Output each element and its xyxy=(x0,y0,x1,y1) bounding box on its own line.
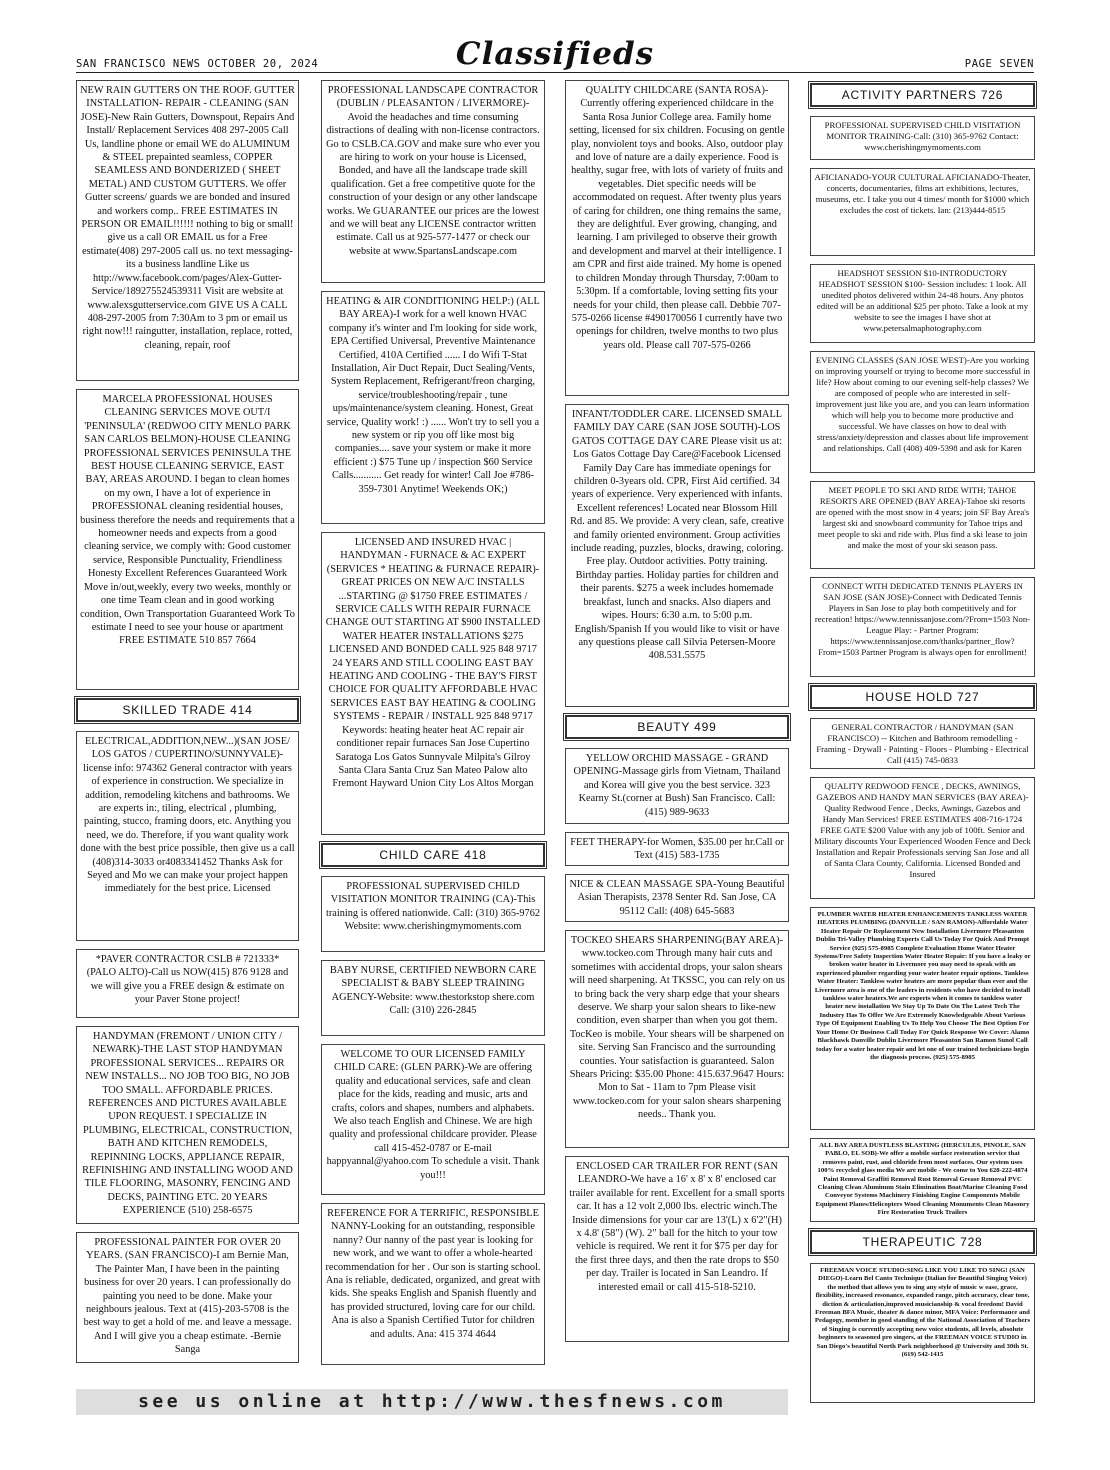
website-banner: see us online at http://www.thesfnews.com xyxy=(76,1389,788,1415)
classified-ad: PROFESSIONAL SUPERVISED CHILD VISITATION MONITOR TRAINING-Call: (310) 365-9762 Contact: www.cherishingmymoments.com xyxy=(810,116,1035,160)
classified-ad: AFICIANADO-YOUR CULTURAL AFICIANADO-Theater, concerts, documentaries, films art exhibitions, lectures, museums, etc. I take you out 4 times/ month for $1000 which excludes the cost of tickets. Ian: (213)444-8515 xyxy=(810,168,1035,256)
classified-ad: PROFESSIONAL SUPERVISED CHILD VISITATION MONITOR TRAINING (CA)-This training is offered nationwide. Call: (310) 365-9762 Website: www.cherishingmymoments.com xyxy=(321,876,545,952)
column-3 xyxy=(565,80,789,1350)
classified-ad: GENERAL CONTRACTOR / HANDYMAN (SAN FRANCISCO) -- Kitchen and Bathroom remodelling - Framing - Drywall - Painting - Floors - Plumbing - Electrical Call (415) 745-0833 xyxy=(810,718,1035,769)
classified-ad: HEADSHOT SESSION $10-INTRODUCTORY HEADSHOT SESSION $100- Session includes: 1 look. All unedited photos delivered within 24-48 hours. Any photos edited will be an additional $25 per photo. Take a look at my website to see the images I have shot at www.petersalmaphotography.com xyxy=(810,264,1035,343)
classified-ad: QUALITY CHILDCARE (SANTA ROSA)-Currently offering experienced childcare in the Santa Rosa Junior College area. Family home setting, licensed for six children. Focusing on gentle play, nonviolent toys and books. Also, outdoor play and love of nature are a daily experience. Food is healthy, sugar free, with lots of variety of fruits and vegetables. Diet specific needs will be accommodated on request. After twenty plus years of caring for children, one thing remains the same, they are delightful. Ever growing, changing, and learning. I am privileged to observe their growth and development and marvel at their intelligence. I am CPR and first aide trained. My home is opened to children Monday through Thursday, 7:00am to 5:30pm. If a comfortable, loving setting fits your needs for your child, then please call. Debbie 707-575-0266 license #490170056 I currently have two openings for children, twelve months to two plus years old. Please call 707-575-0266 xyxy=(565,80,789,396)
classified-ad: QUALITY REDWOOD FENCE , DECKS, AWNINGS, GAZEBOS AND HANDY MAN SERVICES (BAY AREA)-Quality Redwood Fence , Decks, Awnings, Gazebos and Handy Man Services! FREE ESTIMATES 408-716-1724 FREE GATE $200 Value with any job of 100ft. Senior and Military discounts Your Experienced Wooden Fence and Deck Installation and Repair Professionals serving San Jose and all of Santa Clara County, California. Licensed Bonded and Insured xyxy=(810,777,1035,899)
classified-ad: HANDYMAN (FREMONT / UNION CITY / NEWARK)-THE LAST STOP HANDYMAN PROFESSIONAL SERVICES... REPAIRS OR NEW INSTALLS... NO JOB TOO BIG, NO JOB TOO SMALL. AFFORDABLE PRICES. REFERENCES AND PICTURES AVAILABLE UPON REQUEST. I SPECIALIZE IN PLUMBING, ELECTRICAL, CONSTRUCTION, BATH AND KITCHEN REMODELS, REPINNING LOCKS, APPLIANCE REPAIR, REFINISHING AND INSTALLING WOOD AND TILE FLOORING, MASONRY, FENCING AND DECKS, PAINTING ETC. 20 YEARS EXPERIENCE (510) 258-6575 xyxy=(76,1026,299,1224)
classified-ad: TOCKEO SHEARS SHARPENING(BAY AREA)-www.tockeo.com Through many hair cuts and sometimes with accidental drops, your salon shears will need sharpening. At TKSSC, you can rely on us to bring back the very sharp edge that your shears deserve. We sharp your salon shears to like-new condition, even sharper than when you got them. TocKeo is mobile. Your shears will be sharpened on site. Serving San Francisco and the surrounding counties. Your satisfaction is guaranteed. Salon Shears Pricing: $35.00 Phone: 415.637.9647 Hours: Mon to Sat - 11am to 7pm Please visit www.tockeo.com for your salon shears sharpening needs.. Thank you. xyxy=(565,930,789,1148)
section-header-skilled-trade: SKILLED TRADE 414 xyxy=(76,698,299,722)
newspaper-dateline: SAN FRANCISCO NEWS OCTOBER 20, 2024 xyxy=(76,58,319,70)
classified-ad: PROFESSIONAL PAINTER FOR OVER 20 YEARS. (SAN FRANCISCO)-I am Bernie Man, The Painter Man, I have been in the painting business for over 20 years. I can professionally do painting you need to be done. Make your neighbours jealous. Text at (415)-203-5708 is the best way to get a hold of me. and leave a message. And I will give you a cheap estimate. -Bernie Sanga xyxy=(76,1232,299,1363)
classified-ad: REFERENCE FOR A TERRIFIC, RESPONSIBLE NANNY-Looking for an outstanding, responsible nanny? Our nanny of the past year is looking for new work, and we want to offer a whole-hearted recommendation for her . Our son is starting school. Ana is reliable, dedicated, organized, and great with kids. She speaks English and Spanish fluently and has provided structured, loving care for our child. Ana is also a Spanish Certified Tutor for children and adults. Ana: 415 374 4644 xyxy=(321,1203,545,1365)
classified-ad: ENCLOSED CAR TRAILER FOR RENT (SAN LEANDRO-We have a 16' x 8' x 8' enclosed car trailer available for rent. Excellent for a small sports car. It has a 12 volt 2,000 lbs. electric winch.The Inside dimensions for your car are 13'(L) x 6'2"(H) x 4.8' (58") (W). 2" ball for the hitch to your tow vehicle is required. We rent it for $75 per day for the first three days, and then the rate drops to $50 per day. Trailer is located in San Leandro. If interested email or call 415-518-5210. xyxy=(565,1156,789,1342)
section-header-activity-partners: ACTIVITY PARTNERS 726 xyxy=(810,83,1035,107)
classified-ad: ELECTRICAL,ADDITION,NEW...)(SAN JOSE/ LOS GATOS / CUPERTINO/SUNNYVALE)-license info: 974362 General contractor with years of experience in construction. We specialize in addition, remodeling kitchens and bathrooms. We are experts in:, tiling, electrical , plumbing, painting, stucco, framing doors, etc. Anything you need, we do. Therefore, if you want quality work done with the best price possible, then give us a call (408)314-3033 or4083341452 Thanks Ask for Seyed and Mo we can make your project happen immediately for the best price. Licensed xyxy=(76,731,299,941)
section-header-child-care: CHILD CARE 418 xyxy=(321,843,545,867)
classified-ad: PROFESSIONAL LANDSCAPE CONTRACTOR (DUBLIN / PLEASANTON / LIVERMORE)-Avoid the headaches and time consuming distractions of dealing with non-license contractors. Go to CSLB.CA.GOV and make sure who ever you are hiring to work on your house is Licensed, Bonded, and have all the landscape trade skill qualification. Get a free competitive quote for the construction of your design or any other landscape works. We GUARANTEE our prices are the lowest and we will beat any LICENSE contractor written estimate. Call us at 925-577-1477 or check our website at www.SpartansLandscape.com xyxy=(321,80,545,283)
column-1 xyxy=(76,80,299,1371)
classified-ad: MEET PEOPLE TO SKI AND RIDE WITH; TAHOE RESORTS ARE OPENED (BAY AREA)-Tahoe ski resorts are opened with the most snow in 4 years; join SF Bay Area's largest ski and snowboard community for Tahoe trips and meet people to ski and ride with. Plus find a ski lease to join and make the most of your ski season pass. xyxy=(810,481,1035,569)
section-header-house-hold: HOUSE HOLD 727 xyxy=(810,685,1035,709)
classified-ad: YELLOW ORCHID MASSAGE - GRAND OPENING-Massage girls from Vietnam, Thailand and Korea will give you the best service. 323 Kearny St.(corner at Bush) San Francisco. Call: (415) 989-9633 xyxy=(565,748,789,824)
page-number: PAGE SEVEN xyxy=(964,58,1034,70)
classified-ad: CONNECT WITH DEDICATED TENNIS PLAYERS IN SAN JOSE (SAN JOSE)-Connect with Dedicated Tennis Players in San Jose to play both competitively and for recreation! https://www.tennissanjose.com/?From=1503 Non-League Play: - Partner Program: https://www.tennissanjose.com/thanks/partner_flow?From=1503 Partner Program is always open for enrollment! xyxy=(810,577,1035,677)
classified-ad: ALL BAY AREA DUSTLESS BLASTING (HERCULES, PINOLE, SAN PABLO, EL SOB)-We offer a mobile surface restoration service that removes paint, rust, and chloride from most surfaces. Our system uses 100% recycled glass media We are mobile - We come to You 628-222-4874 Paint Removal Graffiti Removal Rust Removal Grease Removal PVC Cleaning Clean Aluminum Stain Elimination Boat/Marine Cleaning Food Conveyor Systems Machinery Finishing Engine Components Mobile Equipment Planes/Helicopters Wood Cleaning Monuments Clean Masonry Fire Restoration Truck Trailers xyxy=(810,1138,1035,1222)
page-title: Classifieds xyxy=(455,36,655,72)
classified-ad: BABY NURSE, CERTIFIED NEWBORN CARE SPECIALIST & BABY SLEEP TRAINING AGENCY-Website: www.thestorkstop shere.com Call: (310) 226-2845 xyxy=(321,960,545,1036)
masthead xyxy=(76,36,1034,72)
classified-ad: EVENING CLASSES (SAN JOSE WEST)-Are you working on improving yourself or trying to become more successful in life? How about coming to our evening self-help classes? We are composed of people who are interested in self-improvement just like you are, and you can learn information which will help you to become more productive and successful. We have classes on how to deal with stress/anxiety/depression and classes about life improvement and relationships. Call (408) 409-5398 and ask for Karen xyxy=(810,351,1035,473)
classified-ad: WELCOME TO OUR LICENSED FAMILY CHILD CARE: (GLEN PARK)-We are offering quality and educational services, safe and clean place for the kids, reading and music, arts and crafts, colors and shapes, numbers and alphabets. We also teach English and Chinese. We are high quality and professional childcare provider. Please call 415-452-0787 or E-mail happyannal@yahoo.com To schedule a visit. Thank you!!! xyxy=(321,1044,545,1195)
section-header-therapeutic: THERAPEUTIC 728 xyxy=(810,1230,1035,1254)
classified-ad: NICE & CLEAN MASSAGE SPA-Young Beautiful Asian Therapists, 2378 Senter Rd. San Jose, CA 95112 Call: (408) 645-5683 xyxy=(565,874,789,922)
classified-ad: FREEMAN VOICE STUDIO:SING LIKE YOU LIKE TO SING! (SAN DIEGO)-Learn Bel Canto Technique (Italian for Beautiful Singing Voice) the method that allows you to sing any style of music w ease, grace, flexibility, increased resonance, expanded range, pitch accuracy, clear tone, diction & articulation,improved musicianship & vocal freedom! David Freeman BFA Music, theater & dance minor, MFA Voice: Performance and Pedagogy, member in good standing of the National Association of Teachers of Singing is currently accepting new voice students, all levels, absolute beginners to seasoned pro singers, at the FREEMAN VOICE STUDIO in San Diego's beautiful North Park neighborhood @ University and 30th St. (619) 542-1415 xyxy=(810,1263,1035,1403)
classified-ad: *PAVER CONTRACTOR CSLB # 721333* (PALO ALTO)-Call us NOW(415) 876 9128 and we will give you a FREE design & estimate on your Paver Stone project! xyxy=(76,949,299,1018)
classified-ad: MARCELA PROFESSIONAL HOUSES CLEANING SERVICES MOVE OUT/I 'PENINSULA' (REDWOO CITY MENLO PARK SAN CARLOS BELMON)-HOUSE CLEANING PROFESSIONAL SERVICES PENINSULA THE BEST HOUSE CLEANING SERVICE, EAST BAY, AREAS AROUND. I began to clean homes on my own, I have a lot of experience in PROFESSIONAL cleaning residential houses, business therefore the needs and requirements that a homeowner needs and expects from a good cleaning service, we comply with: Good customer service, Responsible Punctuality, Friendliness Honesty Excellent References Guaranteed Work Move in/out,weekly, every two weeks, monthly or one time Team clean and in good working condition, Own Transportation Guaranteed Work To estimate I need to see your house or apartment FREE ESTIMATE 510 857 7664 xyxy=(76,389,299,690)
section-header-beauty: BEAUTY 499 xyxy=(565,715,789,739)
classified-ad: HEATING & AIR CONDITIONING HELP:) (ALL BAY AREA)-I work for a well known HVAC company it's winter and I'm looking for side work, EPA Certified Universal, Preventive Maintenance Certified, 410A Certified ...... I do Wifi T-Stat Installation, Air Duct Repair, Duct Sealing/Vents, System Replacement, Refrigerant/freon charging, service/troubleshooting/repair , tune ups/maintenance/system cleaning. Honest, Great service, Quality work! :) ...... Won't try to sell you a new system or rip you off like most big companies.... save your system or make it more efficient :) $75 Tune up / inspection $60 Service Calls........... Get ready for winter! Call Joe #786-359-7301 Anytime! Weekends OK;) xyxy=(321,291,545,524)
column-2 xyxy=(321,80,545,1373)
classified-ad: LICENSED AND INSURED HVAC | HANDYMAN - FURNACE & AC EXPERT (SERVICES * HEATING & FURNACE REPAIR)-GREAT PRICES ON NEW A/C INSTALLS ...STARTING @ $1750 FREE ESTIMATES / SERVICE CALLS WITH REPAIR FURNACE CHANGE OUT STARTING AT $900 INSTALLED WATER HEATER INSTALLATIONS $275 LICENSED AND BONDED CALL 925 848 9717 24 YEARS AND STILL COOLING EAST BAY HEATING AND COOLING - THE BAY'S FIRST CHOICE FOR QUALITY AFFORDABLE HVAC SERVICES EAST BAY HEATING & COOLING SYSTEMS - REPAIR / INSTALL 925 848 9717 Keywords: heating heater heat AC repair air conditioner repair furnaces San Jose Cupertino Saratoga Los Gatos Sunnyvale Milpita's Gilroy Santa Clara Santa Cruz San Mateo Palow alto Fremont Hayward Union City Los Altos Morgan xyxy=(321,532,545,835)
masthead-rule xyxy=(76,72,1034,73)
column-4 xyxy=(810,80,1035,1411)
classified-ad: NEW RAIN GUTTERS ON THE ROOF. GUTTER INSTALLATION- REPAIR - CLEANING (SAN JOSE)-New Rain Gutters, Downspout, Repairs And Install/ Replacement Services 408 297-2005 Call Us, landline phone or email WE do ALUMINUM & STEEL prepainted seamless, COPPER SEAMLESS AND BONDERIZED ( SHEET METAL) AND CUSTOM GUTTERS. We offer Gutter screens/ guards we are bonded and insured and workers comp.. FREE ESTIMATES IN PERSON OR EMAIL!!!!!! nothing to big or small! give us a call OR EMAIL us for a Free estimate(408) 297-2005 call us. no text messaging- its a business landline Like us http://www.facebook.com/pages/Alex-Gutter-Service/189275524539311 Visit are website at www.alexsgutterservice.com GIVE US A CALL 408-297-2005 from 7:30Am to 3 pm or email us right now!!! raingutter, installation, replace, rotted, cleaning, repair, roof xyxy=(76,80,299,381)
classified-ad: FEET THERAPY-for Women, $35.00 per hr.Call or Text (415) 583-1735 xyxy=(565,832,789,866)
classified-ad: INFANT/TODDLER CARE. LICENSED SMALL FAMILY DAY CARE (SAN JOSE SOUTH)-LOS GATOS COTTAGE DAY CARE Please visit us at: Los Gatos Cottage Day Care@Facebook Licensed Family Day Care has immediate openings for children 0-3years old. CPR, First Aid certified. 34 years of experience. Very experienced with infants. Excellent references! Located near Blossom Hill Rd. and 85. We provide: A very clean, safe, creative and family oriented environment. Group activities include reading, puzzles, blocks, drawing, coloring. Free play. Outdoor activities. Potty training. Birthday parties. Holiday parties for children and their parents. $275 a week includes homemade breakfast, lunch and snacks. Also diapers and wipes. Hours: 6:30 a.m. to 5:00 p.m. English/Spanish If you would like to visit or have any questions please call Silvia Petersen-Moore 408.531.5575 xyxy=(565,404,789,707)
classified-ad: PLUMBER WATER HEATER ENHANCEMENTS TANKLESS WATER HEATERS PLUMBING (DANVILLE / SAN RAMON)-Affordable Water Heater Repair Or Replacement New Installation Livermore Pleasanton Dublin Tri-Valley Plumbing Experts Call Us Today For Quick And Prompt Service (925) 575-8985 Complete Evaluation Home Water Heater Systems/Free Safety Inspection Water Heater Repair: If you have a leaky or broken water heater in Livermore you may need to speak with an experienced plumber regarding your water heater repair options. Tankless Water Heater: Tankless water heaters are more popular than ever and the Livermore area is one of the leaders in residents who have decided to install tankless water heaters.We are experts when it comes to tankless water heater new installation We Stay Up To Date On The Latest Tech The Industry Has To Offer We Are Extremely Knowledgeable About Various Type Of Equipment Enabling Us To Help You Choose The Best Option For Your Home Or Business Call Today For Quick Response We Cover: Alamo Blackhawk Danville Dublin Livermore Pleasanton San Ramon Sunol Call today for a water heater repair and let one of our trained technicians begin the diagnosis process. (925) 575-8985 xyxy=(810,907,1035,1130)
